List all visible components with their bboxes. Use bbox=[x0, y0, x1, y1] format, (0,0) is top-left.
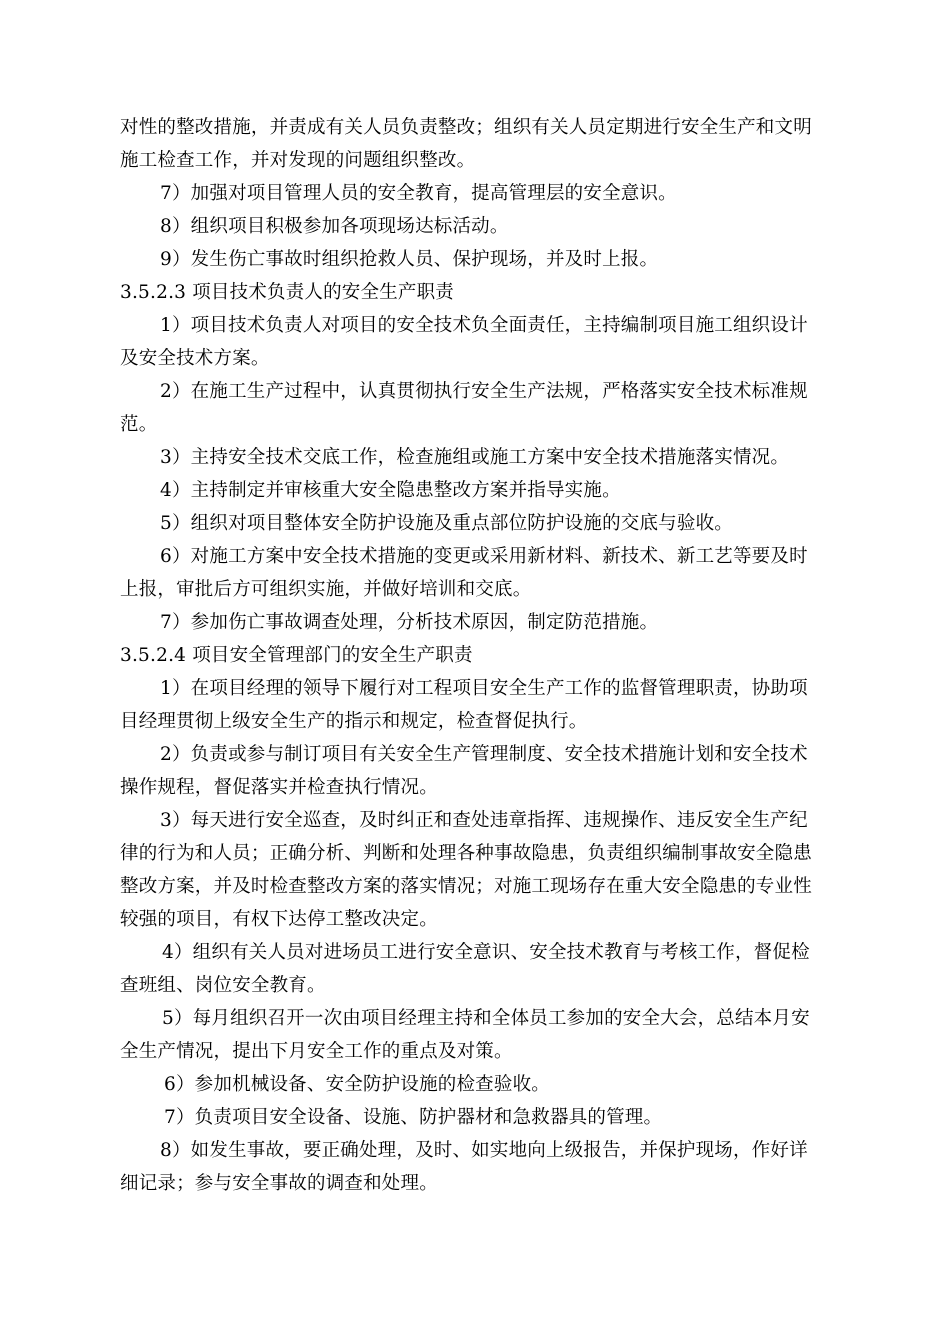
list-item: 4）主持制定并审核重大安全隐患整改方案并指导实施。 bbox=[160, 480, 621, 501]
body-line: 范。 bbox=[120, 414, 158, 435]
list-item: 9）发生伤亡事故时组织抢救人员、保护现场，并及时上报。 bbox=[160, 249, 659, 270]
list-item: 7）参加伤亡事故调查处理，分析技术原因，制定防范措施。 bbox=[160, 612, 659, 633]
list-item: 1）在项目经理的领导下履行对工程项目安全生产工作的监督管理职责，协助项 bbox=[160, 678, 808, 699]
list-item: 2）在施工生产过程中，认真贯彻执行安全生产法规，严格落实安全技术标准规 bbox=[160, 381, 808, 402]
body-line: 目经理贯彻上级安全生产的指示和规定，检查督促执行。 bbox=[120, 711, 588, 732]
body-line: 及安全技术方案。 bbox=[120, 348, 270, 369]
list-item: 3）每天进行安全巡查，及时纠正和查处违章指挥、违规操作、违反安全生产纪 bbox=[160, 810, 808, 831]
list-item: 3）主持安全技术交底工作，检查施组或施工方案中安全技术措施落实情况。 bbox=[160, 447, 790, 468]
body-line: 较强的项目，有权下达停工整改决定。 bbox=[120, 909, 438, 930]
list-item: 7）负责项目安全设备、设施、防护器材和急救器具的管理。 bbox=[164, 1107, 663, 1128]
list-item: 6）对施工方案中安全技术措施的变更或采用新材料、新技术、新工艺等要及时 bbox=[160, 546, 808, 567]
list-item: 4）组织有关人员对进场员工进行安全意识、安全技术教育与考核工作，督促检 bbox=[162, 942, 810, 963]
list-item: 8）组织项目积极参加各项现场达标活动。 bbox=[160, 216, 509, 237]
section-heading: 3.5.2.4 项目安全管理部门的安全生产职责 bbox=[120, 645, 473, 666]
body-line: 操作规程，督促落实并检查执行情况。 bbox=[120, 777, 438, 798]
list-item: 5）每月组织召开一次由项目经理主持和全体员工参加的安全大会，总结本月安 bbox=[162, 1008, 810, 1029]
list-item: 5）组织对项目整体安全防护设施及重点部位防护设施的交底与验收。 bbox=[160, 513, 733, 534]
list-item: 7）加强对项目管理人员的安全教育，提高管理层的安全意识。 bbox=[160, 183, 677, 204]
list-item: 8）如发生事故，要正确处理，及时、如实地向上级报告，并保护现场，作好详 bbox=[160, 1140, 808, 1161]
body-line: 细记录；参与安全事故的调查和处理。 bbox=[120, 1173, 438, 1194]
section-heading: 3.5.2.3 项目技术负责人的安全生产职责 bbox=[120, 282, 455, 303]
body-line: 律的行为和人员；正确分析、判断和处理各种事故隐患，负责组织编制事故安全隐患 bbox=[120, 843, 812, 864]
body-line: 施工检查工作，并对发现的问题组织整改。 bbox=[120, 150, 476, 171]
body-line: 全生产情况，提出下月安全工作的重点及对策。 bbox=[120, 1041, 513, 1062]
body-line: 查班组、岗位安全教育。 bbox=[120, 975, 326, 996]
list-item: 6）参加机械设备、安全防护设施的检查验收。 bbox=[164, 1074, 550, 1095]
list-item: 1）项目技术负责人对项目的安全技术负全面责任，主持编制项目施工组织设计 bbox=[160, 315, 808, 336]
body-line: 整改方案，并及时检查整改方案的落实情况；对施工现场存在重大安全隐患的专业性 bbox=[120, 876, 812, 897]
list-item: 2）负责或参与制订项目有关安全生产管理制度、安全技术措施计划和安全技术 bbox=[160, 744, 808, 765]
body-line: 对性的整改措施，并责成有关人员负责整改；组织有关人员定期进行安全生产和文明 bbox=[120, 117, 812, 138]
body-line: 上报，审批后方可组织实施，并做好培训和交底。 bbox=[120, 579, 532, 600]
